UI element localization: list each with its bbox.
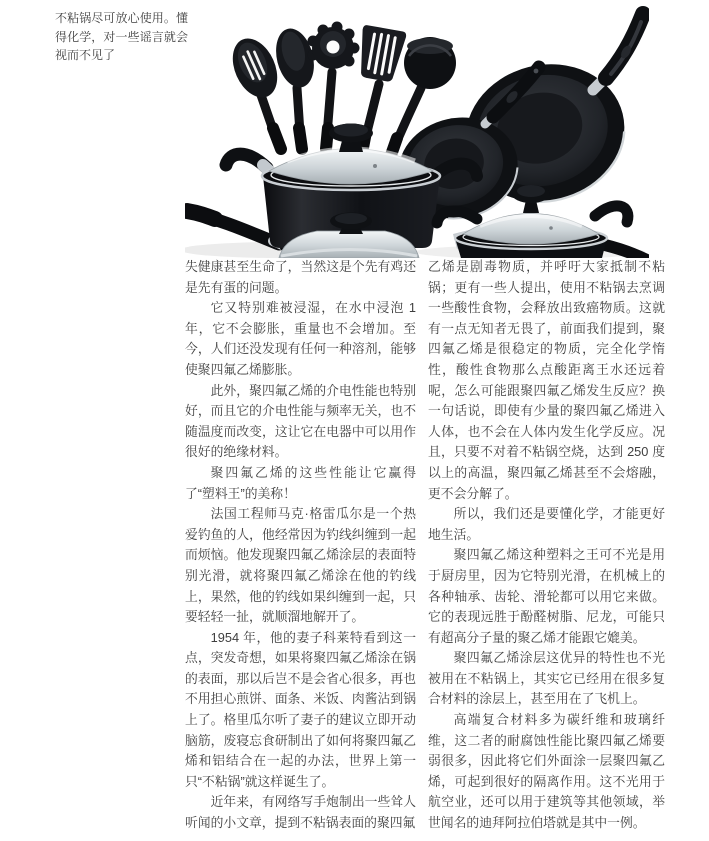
pan-handle [606,14,643,78]
paragraph: 聚四氟乙烯的这些性能让它赢得了“塑料王”的美称！ [185,464,416,501]
cookware-photo [185,0,649,258]
cookware-photo-illustration [185,0,649,258]
paragraph: 法国工程师马克·格雷瓜尔是一个热爱钓鱼的人，他经常因为钓线纠缠到一起而烦恼。他发现聚四氟乙烯涂层的表面特别光滑，就将聚四氟乙烯涂在他的钓线上，果然，他的钓线如果纠缠到一起，只要轻轻一扯，就顺溜地解开了。 [185,506,416,625]
text-column-left [185,257,416,837]
paragraph: 乙烯是剧毒物质，并呼吁大家抵制不粘锅；更有一些人提出，使用不粘锅去烹调一些酸性食物，会释放出致癌物质。这就有一点无知者无畏了，前面我们提到，聚四氟乙烯是很稳定的物质，完全化学惰性，酸性食物那么点酸距离王水还远着呢，怎么可能跟聚四氟乙烯发生反应？换一句话说，即使有少量的聚四氟乙烯进入人体，也不会在人体内发生化学反应。况且，只要不对着不粘锅空烧，达到 250 度以上的高温，聚四氟乙烯甚至不会熔融，更不会分解了。 [428,259,665,501]
paragraph: 它又特别难被浸湿，在水中浸泡 1 年，它不会膨胀，重量也不会增加。至今，人们还没发现有任何一种溶剂，能够使聚四氟乙烯膨胀。 [185,300,416,377]
paragraph: 1954 年，他的妻子科莱特看到这一点，突发奇想，如果将聚四氟乙烯涂在锅的表面，那以后岂不是会省心很多，再也不用担心煎饼、面条、米饭、肉酱沾到锅上了。格里瓜尔听了妻子的建议立即开动脑筋，废寝忘食研制出了如何将聚四氟乙烯和铝结合在一起的办法，世界上第一只“不粘锅”就这样诞生了。 [185,629,416,789]
paragraph: 所以，我们还是要懂化学，才能更好地生活。 [428,506,665,542]
photo-caption: 不粘锅尽可放心使用。懂得化学，对一些谣言就会视而不见了 [55,11,188,63]
paragraph: 失健康甚至生命了，当然这是个先有鸡还是先有蛋的问题。 [185,259,416,295]
paragraph: 高端复合材料多为碳纤维和玻璃纤维，这二者的耐腐蚀性能比聚四氟乙烯要弱很多，因此将它们外面涂一层聚四氟乙烯，可起到很好的隔离作用。这不光用于航空业，还可以用于建筑等其他领域，举世闻名的迪拜阿拉伯塔就是其中一例。 [428,712,665,831]
text-column-right [428,257,665,837]
paragraph: 此外，聚四氟乙烯的介电性能也特别好，而且它的介电性能与频率无关，也不随温度而改变，这让它在电器中可以用作很好的绝缘材料。 [185,382,416,460]
paragraph: 近年来，有网络写手炮制出一些耸人听闻的小文章，提到不粘锅表面的聚四氟 [185,794,416,831]
paragraph: 聚四氟乙烯涂层这优异的特性也不光被用在不粘锅上，其实它已经用在很多复合材料的涂层上，甚至用在了飞机上。 [428,650,665,707]
paragraph: 聚四氟乙烯这种塑料之王可不光是用于厨房里，因为它特别光滑，在机械上的各种轴承、齿轮、滑轮都可以用它来做。它的表现远胜于酚醛树脂、尼龙，可能只有超高分子量的聚乙烯才能跟它媲美。 [428,547,665,645]
